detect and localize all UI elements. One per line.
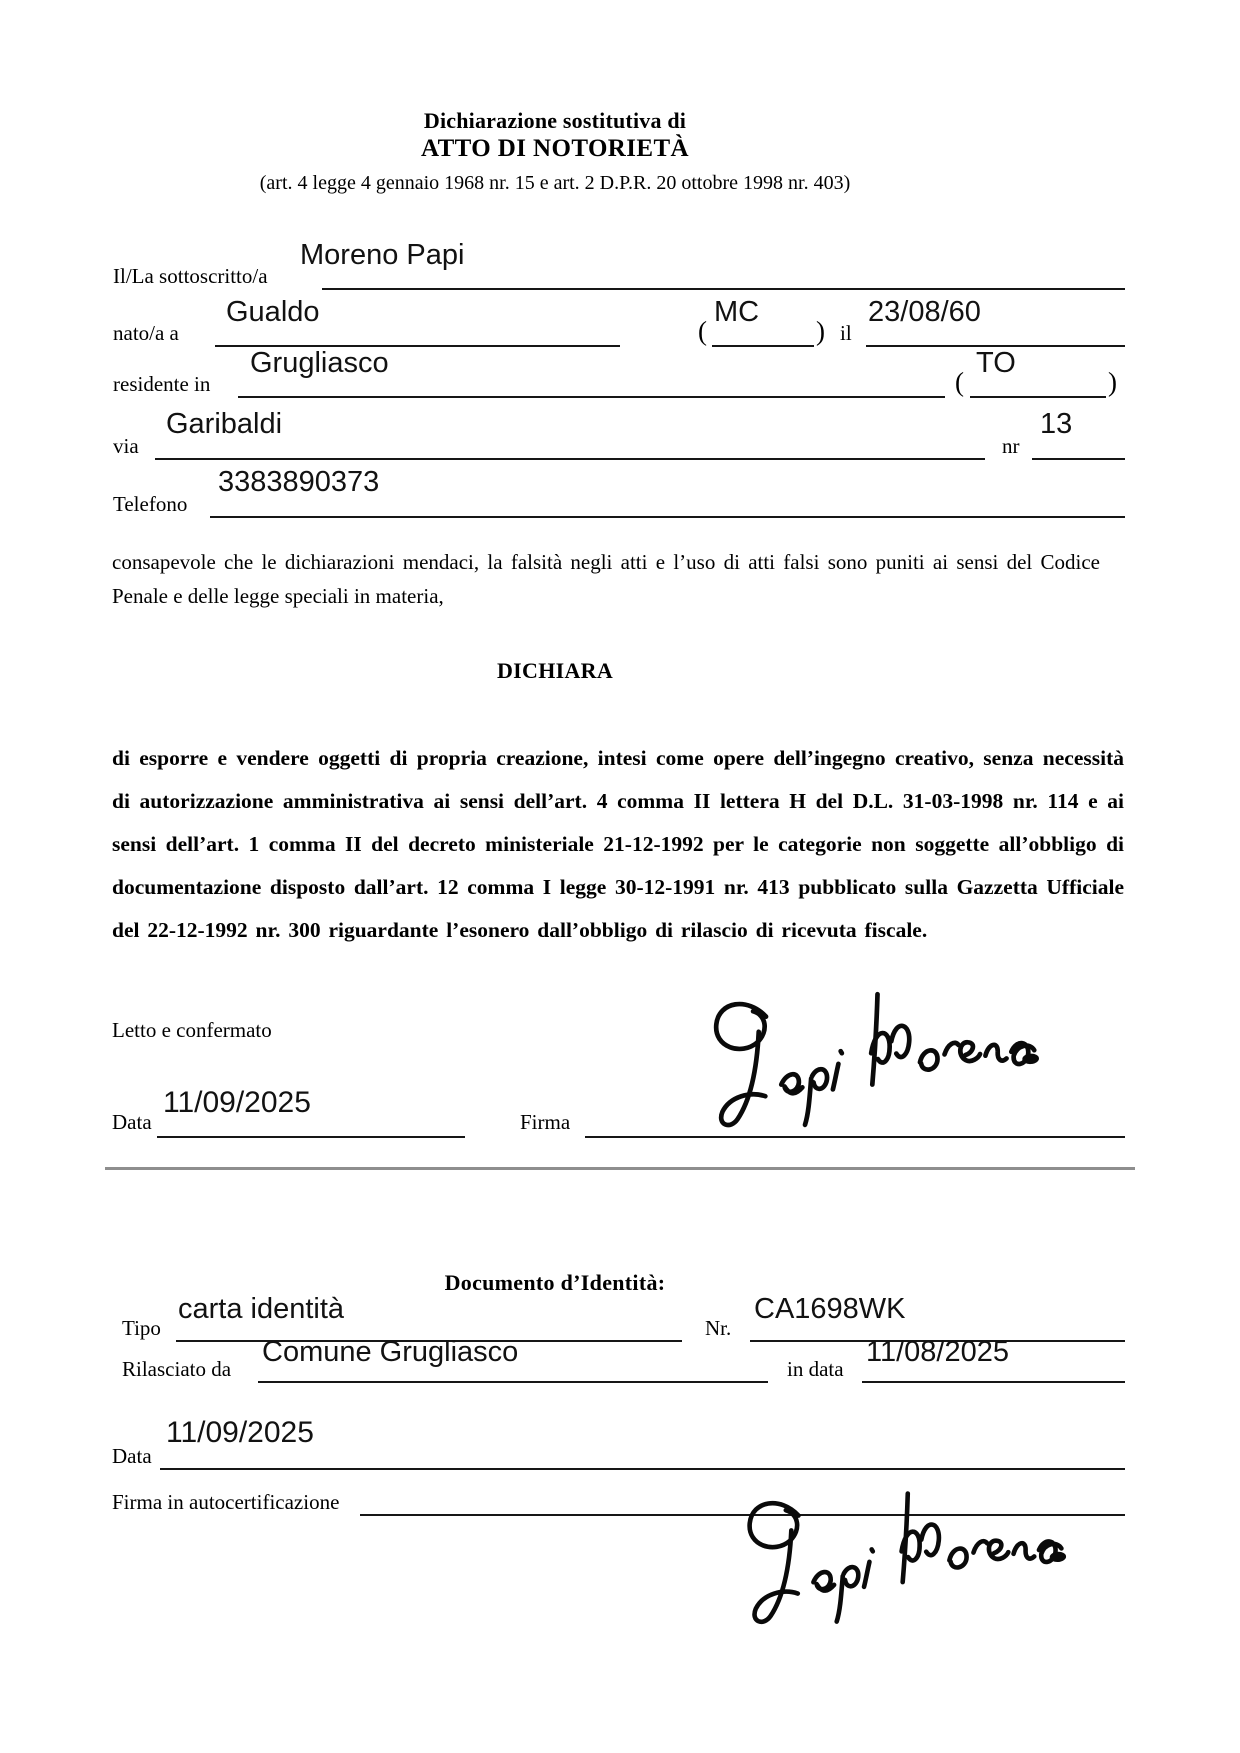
declaration-paragraph: di esporre e vendere oggetti di propria creazione, intesi come opere dell’ingegno creativo, senza necessità di autorizzazione amministrativa ai sensi dell’art. 4 comma II lettera H del D.L. 31-03-1998 nr. 114 e ai sensi dell’art. 1 comma II del decreto ministeriale 21-12-1992 per le categorie non soggette all’obbligo di documentazione disposto dall’art. 12 comma I legge 30-12-1991 nr. 413 pubblicato sulla Gazzetta Ufficiale del 22-12-1992 nr. 300 riguardante l’esonero dall’obbligo di rilascio di ricevuta fiscale. xyxy=(112,746,1124,942)
in-data-line xyxy=(862,1381,1125,1383)
paren-open-1: ( xyxy=(698,316,707,346)
rilasciato-line xyxy=(258,1381,768,1383)
rilasciato-field[interactable]: Comune Grugliasco xyxy=(262,1336,519,1368)
data-line xyxy=(157,1136,465,1138)
nato-prov-line xyxy=(712,345,814,347)
dichiara-heading: DICHIARA xyxy=(496,658,614,683)
in-data-field[interactable]: 11/08/2025 xyxy=(866,1336,1009,1368)
doc-data-field[interactable]: 11/09/2025 xyxy=(166,1416,314,1449)
nato-label: nato/a a xyxy=(113,321,179,345)
nr-label: nr xyxy=(1002,434,1020,458)
paren-close-1: ) xyxy=(816,316,825,346)
telefono-line xyxy=(210,516,1125,518)
sottoscritto-line xyxy=(322,288,1125,290)
tipo-label: Tipo xyxy=(122,1316,161,1340)
tipo-field[interactable]: carta identità xyxy=(178,1293,345,1325)
nr-field[interactable]: 13 xyxy=(1040,408,1073,440)
doc-data-line xyxy=(160,1468,1125,1470)
residente-line xyxy=(238,396,945,398)
nato-field[interactable]: Gualdo xyxy=(226,296,320,328)
sottoscritto-field[interactable]: Moreno Papi xyxy=(300,239,465,271)
document-subtitle: (art. 4 legge 4 gennaio 1968 nr. 15 e art. 2 D.P.R. 20 ottobre 1998 nr. 403) xyxy=(259,172,851,194)
via-field[interactable]: Garibaldi xyxy=(166,408,283,440)
document-title-line2: ATTO DI NOTORIETÀ xyxy=(421,135,689,162)
firma-autocert-label: Firma in autocertificazione xyxy=(112,1490,340,1514)
via-line xyxy=(155,458,985,460)
sottoscritto-label: Il/La sottoscritto/a xyxy=(113,264,268,288)
nr-line xyxy=(1032,458,1125,460)
telefono-label: Telefono xyxy=(113,492,188,516)
section-divider xyxy=(105,1167,1135,1170)
residente-prov-field[interactable]: TO xyxy=(976,347,1016,379)
residente-label: residente in xyxy=(113,372,211,396)
firma-label: Firma xyxy=(520,1110,571,1134)
signature-autocert xyxy=(717,1466,1076,1654)
doc-nr-label: Nr. xyxy=(705,1316,732,1340)
letto-label: Letto e confermato xyxy=(112,1018,272,1042)
residente-field[interactable]: Grugliasco xyxy=(250,347,389,379)
il-label: il xyxy=(840,321,852,345)
via-label: via xyxy=(113,434,139,458)
doc-data-label: Data xyxy=(112,1444,152,1468)
document-title-line1: Dichiarazione sostitutiva di xyxy=(423,108,687,133)
documento-heading: Documento d’Identità: xyxy=(444,1270,666,1295)
doc-nr-field[interactable]: CA1698WK xyxy=(754,1293,906,1325)
data-label: Data xyxy=(112,1110,152,1134)
in-data-label: in data xyxy=(787,1357,844,1381)
telefono-field[interactable]: 3383890373 xyxy=(218,466,380,498)
paren-open-2: ( xyxy=(955,367,964,397)
signature-firma xyxy=(683,966,1049,1158)
intro-paragraph: consapevole che le dichiarazioni mendaci, la falsità negli atti e l’uso di atti falsi sono puniti ai sensi del Codice Penale e delle legge speciali in materia, xyxy=(112,550,1100,608)
rilasciato-label: Rilasciato da xyxy=(122,1357,232,1381)
data-field[interactable]: 11/09/2025 xyxy=(163,1086,311,1119)
nato-prov-field[interactable]: MC xyxy=(714,296,760,328)
paren-close-2: ) xyxy=(1108,367,1117,397)
nato-date-field[interactable]: 23/08/60 xyxy=(868,296,981,328)
residente-prov-line xyxy=(970,396,1106,398)
